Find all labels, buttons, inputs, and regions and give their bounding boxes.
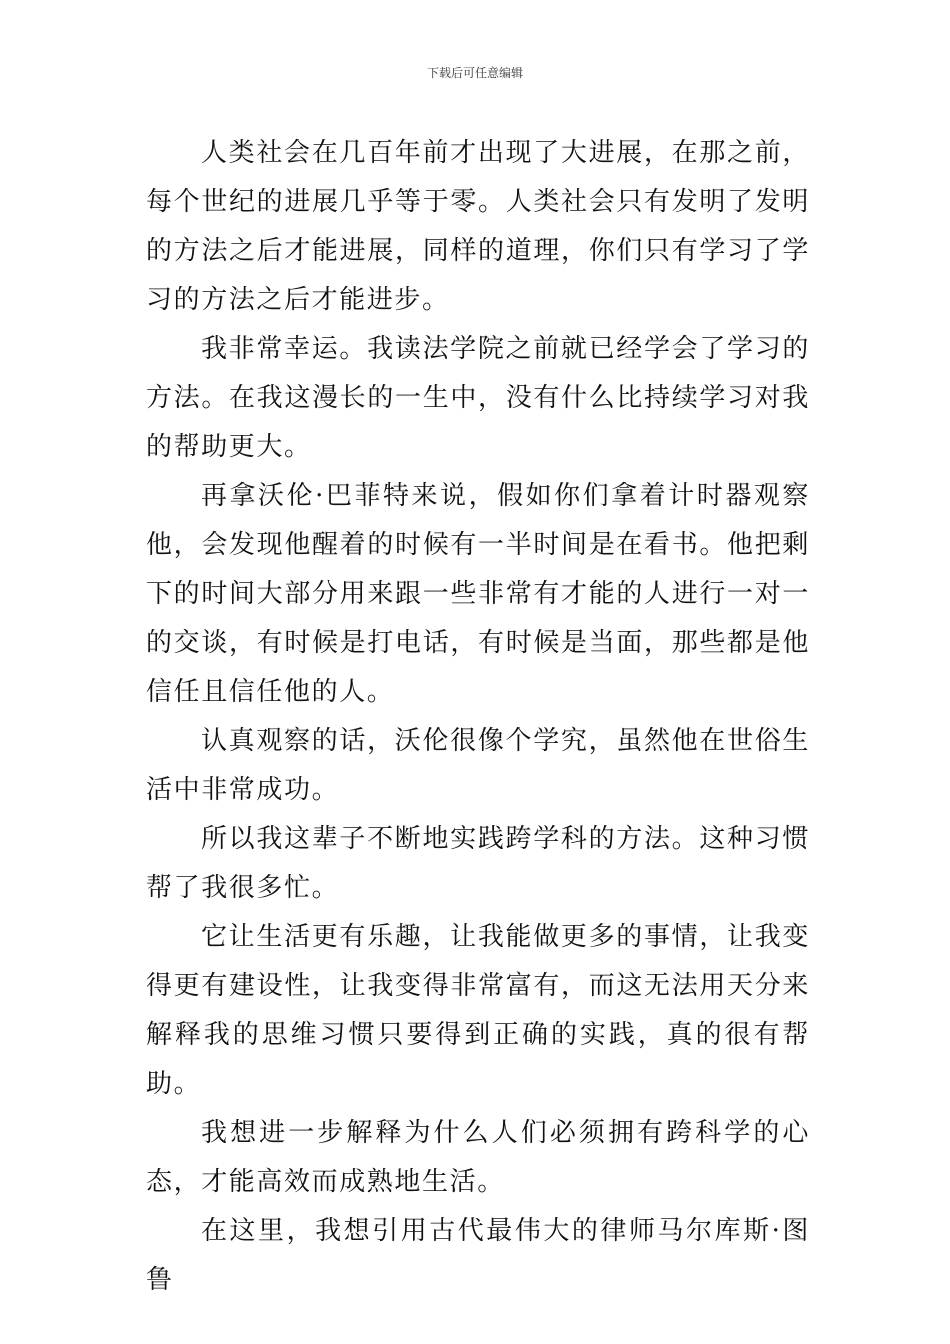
paragraph: 再拿沃伦·巴菲特来说，假如你们拿着计时器观察他，会发现他醒着的时候有一半时间是在看书。他把剩下的时间大部分用来跟一些非常有才能的人进行一对一的交谈，有时候是打电话，有时候是当面，那些都是他信任且信任他的人。: [146, 481, 810, 707]
document-body: [146, 129, 810, 1305]
paragraph: 我非常幸运。我读法学院之前就已经学会了学习的方法。在我这漫长的一生中，没有什么比持续学习对我的帮助更大。: [146, 334, 810, 462]
paragraph: 人类社会在几百年前才出现了大进展，在那之前，每个世纪的进展几乎等于零。人类社会只有发明了发明的方法之后才能进展，同样的道理，你们只有学习了学习的方法之后才能进步。: [146, 138, 810, 315]
paragraph: 认真观察的话，沃伦很像个学究，虽然他在世俗生活中非常成功。: [146, 726, 810, 805]
paragraph: 在这里，我想引用古代最伟大的律师马尔库斯·图鲁: [146, 1216, 810, 1295]
paragraph: 它让生活更有乐趣，让我能做更多的事情，让我变得更有建设性，让我变得非常富有，而这无法用天分来解释我的思维习惯只要得到正确的实践，真的很有帮助。: [146, 922, 810, 1099]
paragraph: 我想进一步解释为什么人们必须拥有跨科学的心态，才能高效而成熟地生活。: [146, 1118, 810, 1197]
paragraph: 所以我这辈子不断地实践跨学科的方法。这种习惯帮了我很多忙。: [146, 824, 810, 903]
page-header-note: 下载后可任意编辑: [426, 66, 523, 80]
